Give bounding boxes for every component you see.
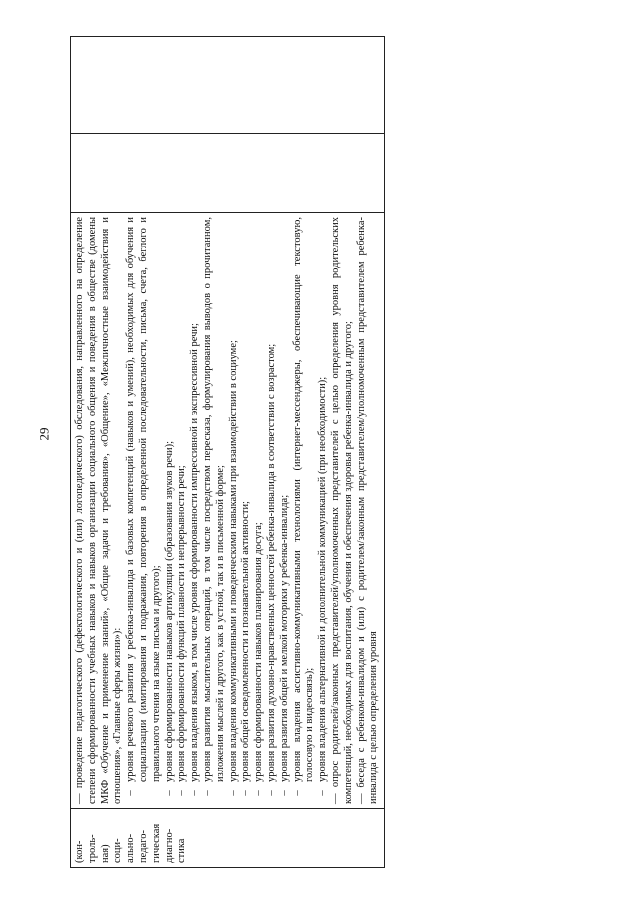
list-item-text: уровня сформированности функций плавности и непрерывности речи; xyxy=(176,465,188,782)
list-item-text: уровня развития духовно-нравственных ценностей ребенка-инвалида в соответствии с возрастом; xyxy=(265,343,277,782)
category-line: гическая xyxy=(150,823,162,863)
list-item-text: уровня сформированности навыков планирования досуга; xyxy=(253,522,265,782)
category-line: диагно- xyxy=(163,828,175,863)
rotated-table-wrapper xyxy=(70,36,560,868)
list-item-text: уровня речевого развития у ребенка-инвалида и базовых компетенций (навыков и умений), необходимых для обучения и социализации (имитирования и подражания, повторения в определенной последовательности, письма, счета, беглого и правильного чтения на языке письма и другого); xyxy=(125,217,162,782)
list-item-text: уровня владения ассистивно-коммуникативными технологиями (интернет-мессенджеры, обеспечивающие текстовую, голосовую и видеосвязь); xyxy=(291,217,316,782)
list-item-text: уровня сформированности навыков артикуляции (образования звуков речи); xyxy=(163,440,175,782)
list-item-text: уровня владения альтернативной и дополнительной коммуникацией (при необходимости); xyxy=(317,376,329,782)
content-cell xyxy=(71,213,385,809)
list-item xyxy=(189,217,202,804)
list-item xyxy=(202,217,228,804)
list-dash: – xyxy=(291,790,303,796)
list-dash: – xyxy=(227,790,239,796)
table-row-1 xyxy=(71,37,385,868)
category-line: соци- xyxy=(112,838,124,863)
list-item-text: уровня владения коммуникативными и поведенческими навыками при взаимодействии в социуме; xyxy=(227,340,239,782)
list-dash: – xyxy=(163,790,175,796)
empty-cell xyxy=(71,37,385,134)
list-item xyxy=(292,217,318,804)
category-line: ная) xyxy=(99,844,111,863)
list-dash: – xyxy=(125,790,137,796)
list-dash: – xyxy=(253,790,265,796)
list-item xyxy=(164,217,177,804)
outro-paragraph: — опрос родителей/законных представителей/уполномоченных представителей с целью определения уровня родительских компетенций, необходимых для воспитания, обучения и обеспечения здоровья ребенка-инвалида и другого; xyxy=(329,217,354,804)
page-number: 29 xyxy=(36,427,52,441)
list-dash: – xyxy=(278,790,290,796)
category-line: ально- xyxy=(125,833,137,863)
list-item-text: уровня развития общей и мелкой моторики у ребенка-инвалида; xyxy=(278,494,290,782)
list-item xyxy=(279,217,292,804)
list-dash: – xyxy=(265,790,277,796)
content-table xyxy=(70,36,385,868)
intro-paragraph: — проведение педагогического (дефектологического и (или) логопедического) обследования, направленного на определение степени сформированности учебных навыков и навыков организации социального общения и поведения в обществе (домены МКФ «Обучение и применение знаний», «Общие задачи и требования», «Общение», «Межличностные взаимодействия и отношения», «Главные сферы жизни»): xyxy=(74,217,124,804)
list-dash: – xyxy=(201,790,213,796)
list-item xyxy=(125,217,163,804)
category-line: троль- xyxy=(86,834,98,863)
list-item xyxy=(253,217,266,804)
list-dash: – xyxy=(176,790,188,796)
list-item-text: уровня развития мыслительных операций, в том числе посредством пересказа, формулирования выводов о прочитанном, изложения мыслей и другого, как в устной, так и в письменной форме; xyxy=(201,217,226,782)
list-dash: – xyxy=(189,790,201,796)
list-item xyxy=(176,217,189,804)
category-line: стика xyxy=(176,838,188,863)
list-item xyxy=(240,217,253,804)
category-cell xyxy=(71,809,385,868)
outro-paragraph: — беседа с ребенком-инвалидом и (или) с родителем/законным представителем/уполномоченным представителем ребенка-инвалида с целью определения уровня xyxy=(355,217,380,804)
list-item-text: уровня общей осведомленности и познавательной активности; xyxy=(240,501,252,782)
list-item xyxy=(228,217,241,804)
list-dash: – xyxy=(240,790,252,796)
list-dash: – xyxy=(317,790,329,796)
list-item xyxy=(317,217,330,804)
list-item-text: уровня владения языком, в том числе уровня сформированности импрессивной и экспрессивной речи; xyxy=(189,323,201,782)
list-item xyxy=(266,217,279,804)
category-line: (кон- xyxy=(74,840,85,863)
empty-cell xyxy=(71,134,385,213)
category-line: педаго- xyxy=(137,830,149,863)
